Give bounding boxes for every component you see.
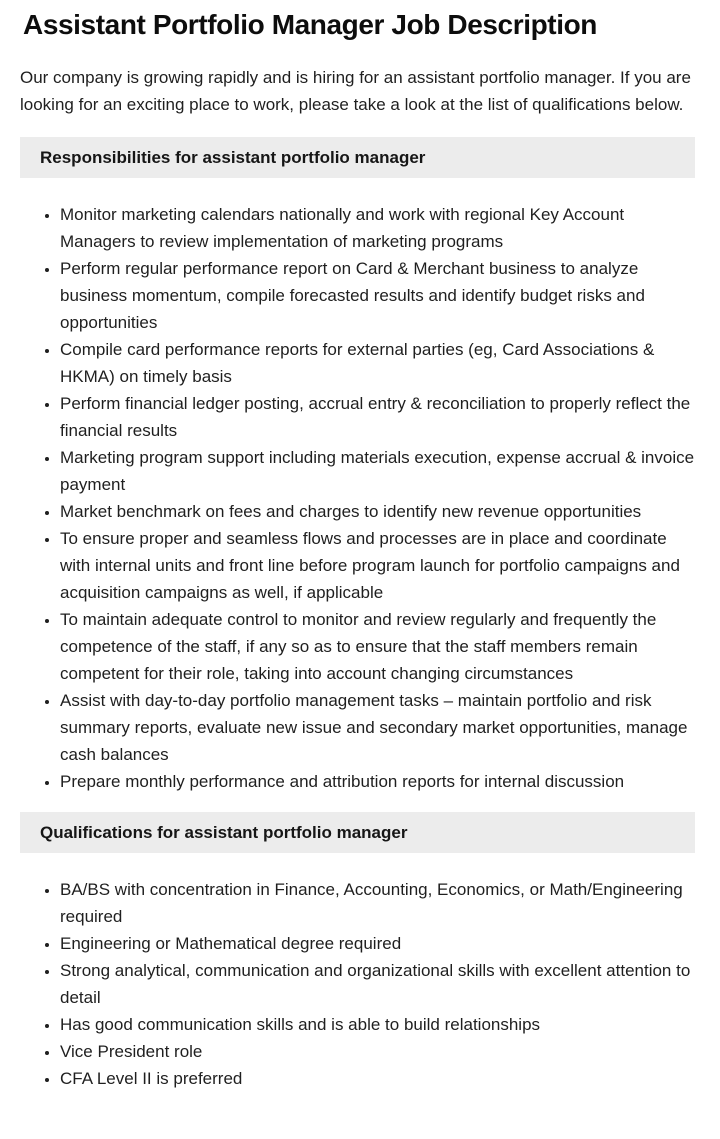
list-item: • To maintain adequate control to monitor and review regularly and frequently the competence of the staff, if any so as to ensure that the staff members remain competent for their role, taking into account changing circumstances (60, 606, 695, 687)
responsibilities-list (20, 201, 695, 795)
list-item: • Market benchmark on fees and charges to identify new revenue opportunities (60, 498, 695, 525)
section-qualifications (20, 812, 695, 1092)
intro-paragraph: Our company is growing rapidly and is hiring for an assistant portfolio manager. If you are looking for an exciting place to work, please take a look at the list of qualifications below. (20, 68, 691, 114)
qualifications-list (20, 876, 695, 1092)
list-item: • Prepare monthly performance and attribution reports for internal discussion (60, 768, 695, 795)
section-responsibilities (20, 137, 695, 795)
list-item: • Has good communication skills and is able to build relationships (60, 1011, 695, 1038)
list-item: • Perform regular performance report on Card & Merchant business to analyze business momentum, compile forecasted results and identify budget risks and opportunities (60, 255, 695, 336)
page-title: Assistant Portfolio Manager Job Description (23, 9, 597, 40)
list-item: • CFA Level II is preferred (60, 1065, 695, 1092)
list-item: • BA/BS with concentration in Finance, Accounting, Economics, or Math/Engineering required (60, 876, 695, 930)
list-item: • To ensure proper and seamless flows and processes are in place and coordinate with internal units and front line before program launch for portfolio campaigns and acquisition campaigns as well, if applicable (60, 525, 695, 606)
list-item: • Compile card performance reports for external parties (eg, Card Associations & HKMA) on timely basis (60, 336, 695, 390)
responsibilities-heading: Responsibilities for assistant portfolio manager (20, 137, 695, 178)
list-item: • Assist with day-to-day portfolio management tasks – maintain portfolio and risk summary reports, evaluate new issue and secondary market opportunities, manage cash balances (60, 687, 695, 768)
list-item: • Engineering or Mathematical degree required (60, 930, 695, 957)
list-item: • Marketing program support including materials execution, expense accrual & invoice payment (60, 444, 695, 498)
list-item: • Vice President role (60, 1038, 695, 1065)
list-item: • Strong analytical, communication and organizational skills with excellent attention to detail (60, 957, 695, 1011)
list-item: • Perform financial ledger posting, accrual entry & reconciliation to properly reflect the financial results (60, 390, 695, 444)
list-item: • Monitor marketing calendars nationally and work with regional Key Account Managers to review implementation of marketing programs (60, 201, 695, 255)
qualifications-heading: Qualifications for assistant portfolio manager (20, 812, 695, 853)
